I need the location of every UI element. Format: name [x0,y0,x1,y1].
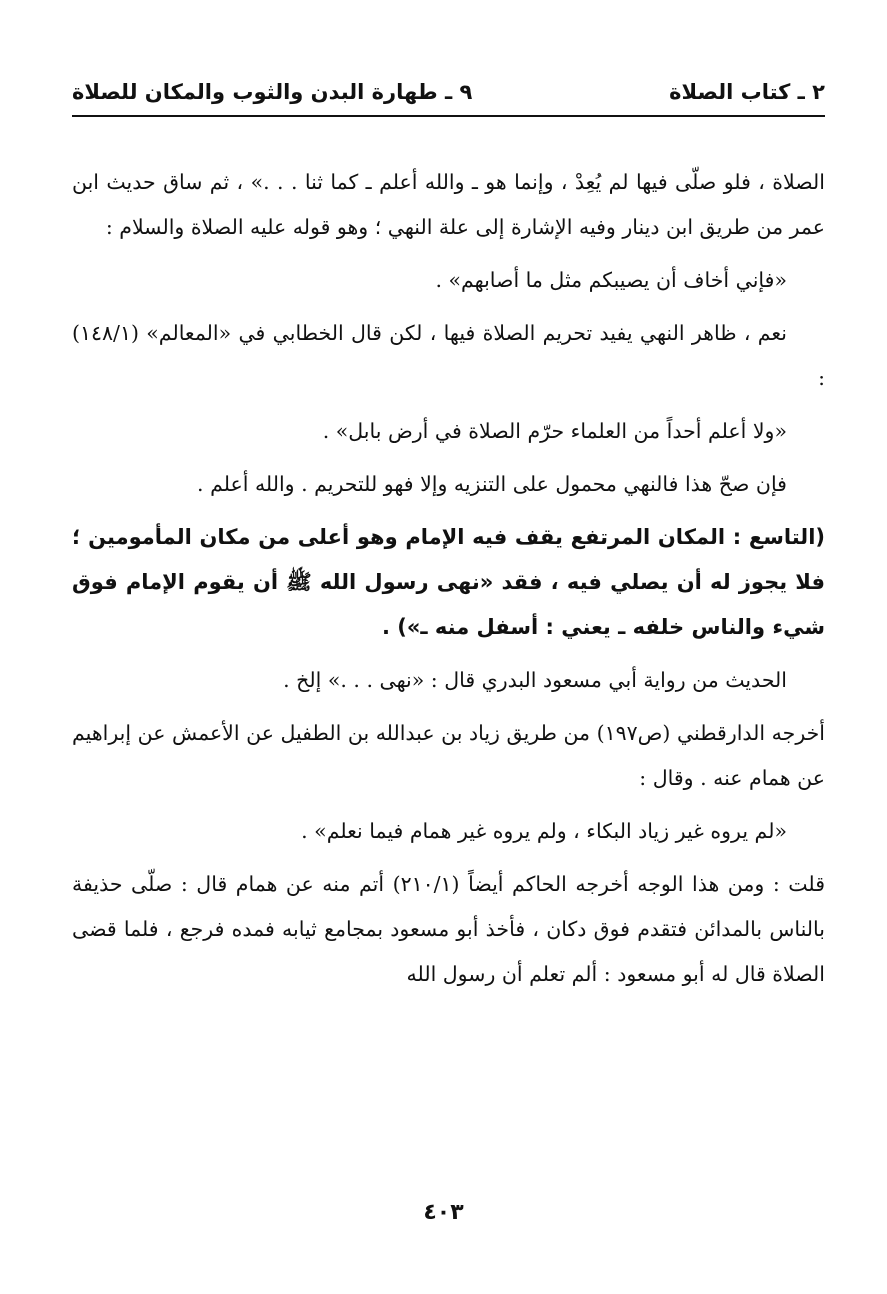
paragraph-9-quote: «لم يروه غير زياد البكاء ، ولم يروه غير همام فيما نعلم» . [301,819,787,843]
page-body [72,160,825,1005]
paragraph-7: الحديث من رواية أبي مسعود البدري قال : «نهى . . .» إلخ . [283,668,787,692]
paragraph-6-heading: (التاسع : المكان المرتفع يقف فيه الإمام وهو أعلى من مكان المأمومين ؛ فلا يجوز له أن يصلي فيه ، فقد «نهى رسول الله ﷺ أن يقوم الإمام فوق شيء والناس خلفه ـ يعني : أسفل منه ـ») . [72,525,825,639]
paragraph-1: الصلاة ، فلو صلّى فيها لم يُعِدْ ، وإنما هو ـ والله أعلم ـ كما ثنا . . .» ، ثم ساق حديث ابن عمر من طريق ابن دينار وفيه الإشارة إلى علة النهي ؛ وهو قوله عليه الصلاة والسلام : [72,170,825,239]
paragraph-3: نعم ، ظاهر النهي يفيد تحريم الصلاة فيها ، لكن قال الخطابي في «المعالم» (١٤٨/١) : [72,321,825,390]
header-section: ٩ ـ طهارة البدن والثوب والمكان للصلاة [72,80,473,104]
paragraph-4-quote: «ولا أعلم أحداً من العلماء حرّم الصلاة في أرض بابل» . [322,419,787,443]
paragraph-10: قلت : ومن هذا الوجه أخرجه الحاكم أيضاً (٢١٠/١) أتم منه عن همام قال : صلّى حذيفة بالناس بالمدائن فتقدم فوق دكان ، فأخذ أبو مسعود بمجامع ثيابه فمده فرجع ، فلما قضى الصلاة قال له أبو مسعود : ألم تعلم أن رسول الله [72,872,825,986]
page-number: ٤٠٣ [423,1200,464,1225]
header-divider [72,115,825,117]
paragraph-8: أخرجه الدارقطني (ص١٩٧) من طريق زياد بن عبدالله بن الطفيل عن الأعمش عن إبراهيم عن همام عنه . وقال : [72,721,826,790]
paragraph-5: فإن صحّ هذا فالنهي محمول على التنزيه وإلا فهو للتحريم . والله أعلم . [197,472,787,496]
running-header [72,70,825,106]
paragraph-2-quote: «فإني أخاف أن يصيبكم مثل ما أصابهم» . [435,268,787,292]
header-chapter: ٢ ـ كتاب الصلاة [669,80,825,104]
